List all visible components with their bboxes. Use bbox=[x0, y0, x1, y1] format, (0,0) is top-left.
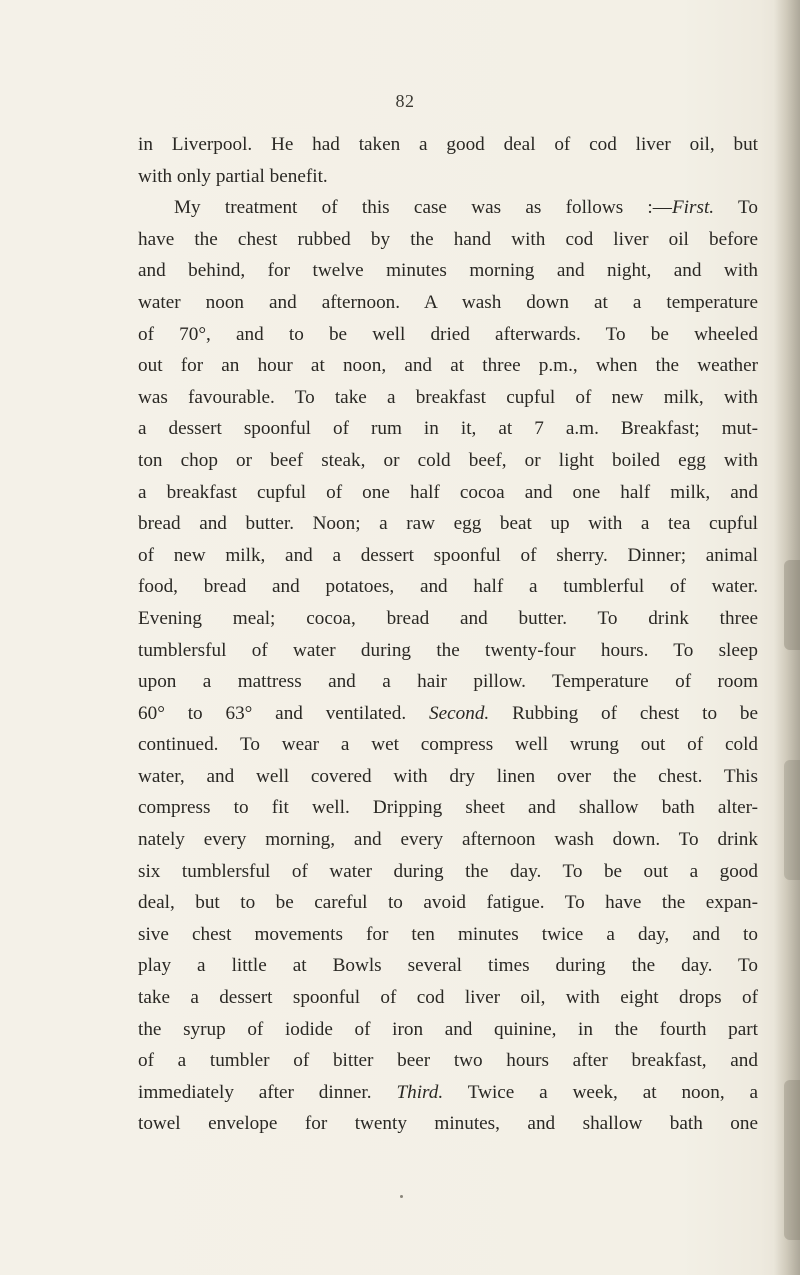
text-segment: Twice a week, at noon, a bbox=[443, 1081, 759, 1103]
text-line bbox=[138, 319, 758, 351]
text-segment: compress to fit well. Dripping sheet and shallow bath alter- bbox=[138, 797, 758, 819]
text-line bbox=[138, 603, 758, 635]
text-line bbox=[138, 571, 758, 603]
text-segment: My treatment of this case was as follows :— bbox=[174, 197, 672, 219]
text-segment: with only partial benefit. bbox=[138, 165, 328, 187]
text-segment: in Liverpool. He had taken a good deal of cod liver oil, but bbox=[138, 134, 758, 155]
paper-speck bbox=[400, 1195, 403, 1198]
text-segment: food, bread and potatoes, and half a tumblerful of water. bbox=[138, 576, 758, 598]
text-segment: immediately after dinner. bbox=[138, 1081, 397, 1103]
text-line bbox=[138, 508, 758, 540]
text-segment: was favourable. To take a breakfast cupful of new milk, with bbox=[138, 386, 758, 408]
body-text bbox=[138, 129, 758, 1140]
text-line bbox=[138, 887, 758, 919]
page-number: 82 bbox=[395, 91, 415, 111]
text-segment: 60° to 63° and ventilated. bbox=[138, 702, 430, 724]
text-line bbox=[138, 161, 758, 193]
text-segment: and behind, for twelve minutes morning and night, and with bbox=[138, 260, 758, 282]
text-segment: of a tumbler of bitter beer two hours after breakfast, and bbox=[138, 1050, 758, 1072]
text-line bbox=[138, 192, 758, 224]
text-segment: water noon and afternoon. A wash down at a temperature bbox=[138, 291, 758, 313]
text-segment: ton chop or beef steak, or cold beef, or light boiled egg with bbox=[138, 449, 758, 471]
text-segment: upon a mattress and a hair pillow. Temperature of room bbox=[138, 671, 758, 693]
text-segment: a dessert spoonful of rum in it, at 7 a.m. Breakfast; mut- bbox=[138, 418, 758, 440]
text-segment: tumblersful of water during the twenty-four hours. To sleep bbox=[138, 639, 758, 661]
text-segment: water, and well covered with dry linen over the chest. This bbox=[138, 765, 758, 787]
text-line bbox=[138, 950, 758, 982]
text-segment: bread and butter. Noon; a raw egg beat up with a tea cupful bbox=[138, 513, 758, 535]
text-line bbox=[138, 919, 758, 951]
text-segment: Evening meal; cocoa, bread and butter. To drink three bbox=[138, 607, 758, 629]
text-segment: Rubbing of chest to be bbox=[489, 702, 758, 724]
edge-stain bbox=[784, 760, 800, 880]
text-line bbox=[138, 698, 758, 730]
text-line bbox=[138, 1077, 758, 1109]
edge-stain bbox=[784, 560, 800, 650]
text-segment: have the chest rubbed by the hand with cod liver oil before bbox=[138, 228, 758, 250]
text-segment: play a little at Bowls several times during the day. To bbox=[138, 955, 758, 977]
text-segment: a breakfast cupful of one half cocoa and one half milk, and bbox=[138, 481, 758, 503]
text-line bbox=[138, 540, 758, 572]
text-segment: nately every morning, and every afternoon wash down. To drink bbox=[138, 829, 758, 851]
text-line bbox=[138, 382, 758, 414]
text-segment: out for an hour at noon, and at three p.m., when the weather bbox=[138, 355, 758, 377]
text-line bbox=[138, 445, 758, 477]
text-line bbox=[138, 824, 758, 856]
text-line bbox=[138, 761, 758, 793]
italic-heading: First. bbox=[671, 197, 715, 219]
text-line bbox=[138, 856, 758, 888]
edge-stain bbox=[784, 1080, 800, 1240]
text-line bbox=[138, 1045, 758, 1077]
text-segment: take a dessert spoonful of cod liver oil, with eight drops of bbox=[138, 987, 758, 1009]
text-segment: To bbox=[714, 197, 758, 219]
text-line bbox=[138, 1014, 758, 1046]
text-line bbox=[138, 729, 758, 761]
text-line bbox=[138, 224, 758, 256]
text-segment: of new milk, and a dessert spoonful of sherry. Dinner; animal bbox=[138, 544, 758, 566]
text-line bbox=[138, 255, 758, 287]
text-line bbox=[138, 1108, 758, 1140]
text-line bbox=[138, 287, 758, 319]
text-line bbox=[138, 666, 758, 698]
text-segment: sive chest movements for ten minutes twice a day, and to bbox=[138, 923, 758, 945]
text-line bbox=[138, 413, 758, 445]
text-line bbox=[138, 129, 758, 161]
text-segment: towel envelope for twenty minutes, and shallow bath one bbox=[138, 1113, 758, 1135]
italic-heading: Second. bbox=[429, 702, 490, 724]
italic-heading: Third. bbox=[396, 1081, 444, 1103]
text-line bbox=[138, 792, 758, 824]
text-segment: continued. To wear a wet compress well wrung out of cold bbox=[138, 734, 758, 756]
text-segment: the syrup of iodide of iron and quinine, in the fourth part bbox=[138, 1018, 758, 1040]
text-segment: of 70°, and to be well dried afterwards. To be wheeled bbox=[138, 323, 758, 345]
text-line bbox=[138, 477, 758, 509]
text-line bbox=[138, 635, 758, 667]
text-segment: deal, but to be careful to avoid fatigue. To have the expan- bbox=[138, 892, 758, 914]
text-line bbox=[138, 350, 758, 382]
text-line bbox=[138, 982, 758, 1014]
text-segment: six tumblersful of water during the day. To be out a good bbox=[138, 860, 758, 882]
